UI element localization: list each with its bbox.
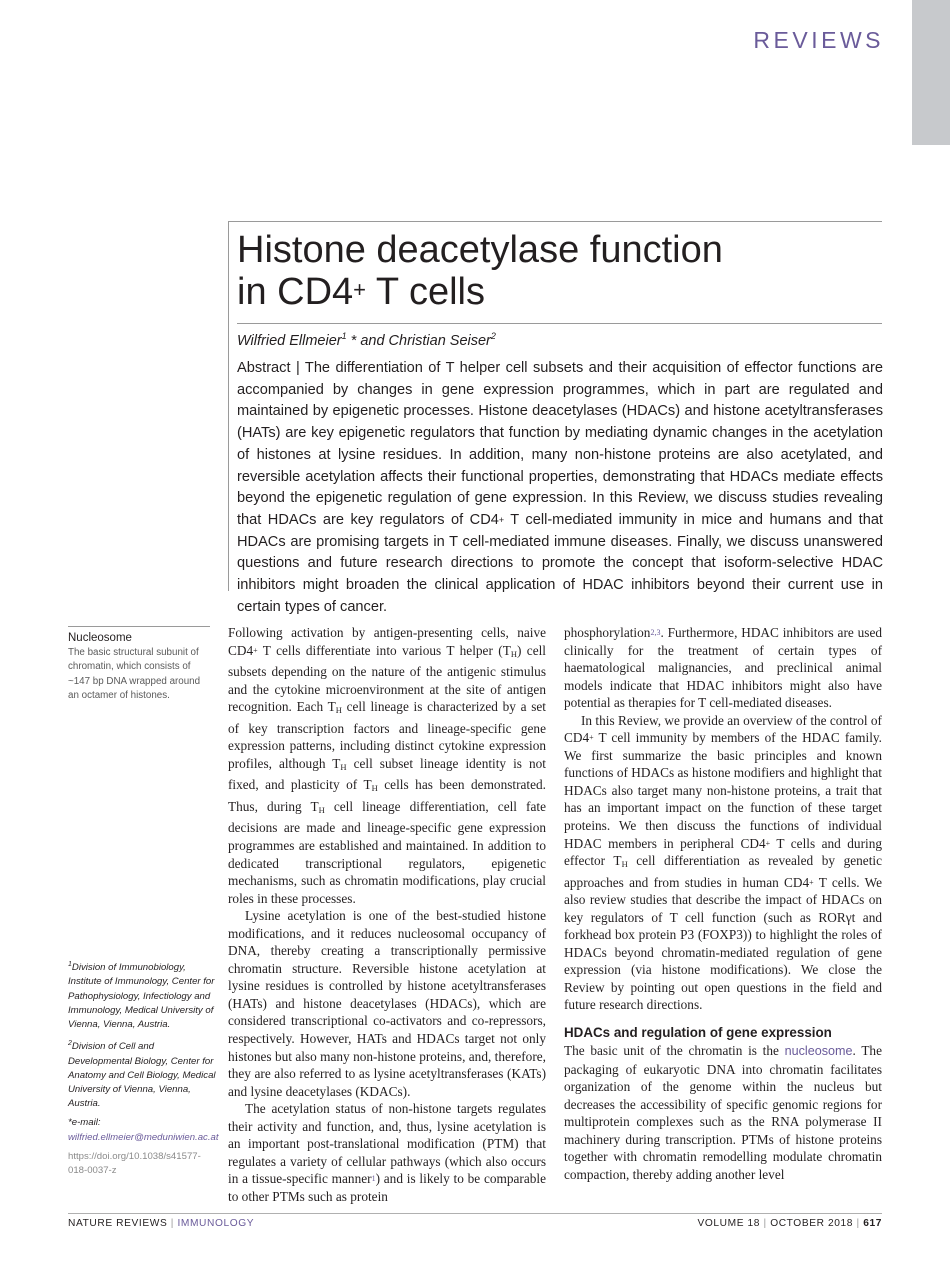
p1-text-f: cells has been demonstrated. Thus, during T <box>228 777 546 814</box>
p5-text-c: T cells and during effector T <box>564 835 882 869</box>
affiliation-2-text: Division of Cell and Developmental Biology, Center for Anatomy and Cell Biology, Medical University of Vienna, Vienna, Austria. <box>68 1041 216 1110</box>
section-heading: HDACs and regulation of gene expression <box>564 1025 832 1041</box>
footer-journal-name: IMMUNOLOGY <box>177 1218 255 1229</box>
title-line-1: Histone deacetylase function <box>237 229 723 271</box>
article-title <box>237 229 877 313</box>
affiliation-2-number: 2 <box>68 1040 72 1048</box>
title-top-rule <box>228 221 882 222</box>
citation-2-3[interactable]: 2,3 <box>650 628 661 637</box>
footer-separator-2: | <box>853 1218 864 1229</box>
title-line-2-post: T cells <box>366 271 485 313</box>
p4-text-b: . Furthermore, HDAC inhibitors are used clinically for the treatment of certain types of haematological malignancies, and preclinical animal models indicate that HDAC inhibitors might also have potential as therapies for T cell-mediated diseases. <box>564 625 882 711</box>
affiliation-2 <box>68 1037 216 1111</box>
p1-sub-4: H <box>371 783 378 794</box>
abstract-text-1: The differentiation of T helper cell subsets and their acquisition of effector functions are accompanied by changes in gene expression programmes, which in part are regulated and maintained by epigenetic processes. Histone deacetylases (HDACs) and histone acetyltransferases (HATs) are key epigenetic regulators that function by mediating dynamic changes in the acetylation of histones at lysine residues. In addition, many non-histone proteins are also acetylated, and reversible acetylation affects their functional properties, demonstrating that HDACs mediate effects beyond the epigenetic regulation of gene expression. In this Review, we discuss studies revealing that HDACs are key regulators of CD4 <box>237 360 883 528</box>
footer-separator: | <box>167 1218 178 1229</box>
paragraph-1 <box>228 624 546 907</box>
glossary-definition: The basic structural subunit of chromatin, which consists of ~147 bp DNA wrapped around an octamer of histones. <box>68 647 201 702</box>
title-superscript: + <box>353 277 367 302</box>
footer-rule <box>68 1213 882 1214</box>
p6-text-a: The basic unit of the chromatin is the <box>564 1043 785 1059</box>
footer-date: OCTOBER 2018 <box>770 1218 854 1229</box>
title-line-2-pre: in CD4 <box>237 271 354 313</box>
paragraph-6 <box>564 1042 882 1183</box>
p1-sup-1: + <box>253 645 258 655</box>
paragraph-4 <box>564 624 882 712</box>
email-line <box>68 1116 219 1144</box>
p6-text-b: . The packaging of eukaryotic DNA into chromatin facilitates organization of the genome within the nucleus but decreases the accessibility of specific genomic regions for multiprotein complexes such as the RNA polymerase II machinery during transcription. PTMs of histone proteins together with chromatin remodelling modulate chromatin compaction, thereby adding another level <box>564 1043 882 1182</box>
footer-separator-1: | <box>760 1218 771 1229</box>
footer-journal-prefix: NATURE REVIEWS <box>68 1218 168 1229</box>
section-tab-marker <box>912 0 950 145</box>
p1-sub-2: H <box>335 705 342 716</box>
body-column-1 <box>228 624 546 1206</box>
author-1-affil: 1 <box>341 331 347 341</box>
p4-text-a: phosphorylation <box>564 625 651 640</box>
p1-text-a: Following activation by antigen-presenting cells, naive CD4 <box>228 625 546 658</box>
p1-text-c: ) cell subsets depending on the nature of the antigenic stimulus and the cytokine microenvironment at the site of antigen recognition. Each T <box>228 642 546 715</box>
p5-sup-2: + <box>765 838 771 848</box>
abstract-sup: + <box>498 514 505 525</box>
glossary-link-nucleosome[interactable]: nucleosome <box>784 1044 853 1059</box>
p1-text-b: T cells differentiate into various T helper (T <box>257 642 511 658</box>
author-list <box>237 331 496 349</box>
p5-text-e: T cells. We also review studies that describe the impact of HDACs on key regulators of T cell function (such as RORγt and forkhead box protein P3 (FOXP3)) to highlight the roles of HDACs beyond chromatin-mediated regulation of gene expression (via histone modifications). We close the Review by pointing out open questions in the field and future research directions. <box>564 874 883 1013</box>
p5-sup-1: + <box>589 733 594 743</box>
footer-page-number: 617 <box>863 1218 882 1229</box>
glossary-box <box>68 626 210 704</box>
paragraph-5 <box>564 712 882 1014</box>
glossary-term: Nucleosome <box>68 632 132 644</box>
author-1[interactable]: Wilfried Ellmeier <box>237 332 342 349</box>
p5-sup-3: + <box>809 877 814 887</box>
doi-link[interactable]: https://doi.org/10.1038/s41577-018-0037-z <box>68 1150 201 1177</box>
affiliations <box>68 958 219 1183</box>
author-separator: * and <box>346 332 389 349</box>
p3-text-a: The acetylation status of non-histone targets regulates their activity and function, and, thus, lysine acetylation is an important post-translational modification (PTM) that regulates a variety of cellular pathways (which also occurs in a tissue-specific manner <box>228 1101 546 1187</box>
body-column-2 <box>564 624 882 1183</box>
abstract <box>237 358 883 618</box>
p1-sub-5: H <box>318 804 325 815</box>
affiliation-1-text: Division of Immunobiology, Institute of Immunology, Center for Pathophysiology, Infectiology and Immunology, Medical University of Vienna, Vienna, Austria. <box>68 962 215 1030</box>
paragraph-2: Lysine acetylation is one of the best-studied histone modifications, and it reduces nucleosomal occupancy of DNA, thereby creating a transcriptionally permissive chromatin structure. Reversible histone acetylation at lysine residues is controlled by histone acetyltransferases (HATs) and histone deacetylases (HDACs), which are considered transcriptional co-activators and co-repressors, respectively. However, HATs and HDACs target not only histones but also many non-histone proteins, and, therefore, they are also referred to as lysine acetyltransferases (KATs) and lysine deacetylases (KDACs). <box>228 908 546 1099</box>
email-label: *e-mail: <box>68 1117 101 1129</box>
p5-text-a: In this Review, we provide an overview of the control of CD4 <box>564 712 882 746</box>
p1-text-e: cell subset lineage identity is not fixed, and plasticity of T <box>228 755 546 793</box>
p5-text-d: cell differentiation as revealed by genetic approaches and from studies in human CD4 <box>564 853 882 890</box>
p1-text-g: cell lineage differentiation, cell fate decisions are made and lineage-specific gene expression programmes are established and maintained. In addition to dedicated transcriptional regulators, epigenetic mechanisms, such as chromatin modifications, play crucial roles in these processes. <box>228 798 546 906</box>
footer-journal <box>68 1218 254 1229</box>
section-label: REVIEWS <box>753 27 884 53</box>
p5-sub-1: H <box>621 859 628 870</box>
author-rule <box>237 323 882 324</box>
author-2[interactable]: Christian Seiser <box>388 332 491 349</box>
title-left-rule <box>228 221 229 591</box>
abstract-label: Abstract | <box>237 360 305 376</box>
affiliation-1-number: 1 <box>68 961 72 968</box>
affiliation-1 <box>68 958 216 1032</box>
author-2-affil: 2 <box>490 331 496 341</box>
p1-text-d: cell lineage is characterized by a set of key transcription factors and lineage-specific gene expression patterns, including distinct cytokine expression profiles, although T <box>228 699 546 771</box>
citation-1[interactable]: 1 <box>371 1174 376 1184</box>
paragraph-3 <box>228 1100 546 1205</box>
email-link[interactable]: wilfried.ellmeier@meduniwien.ac.at <box>68 1131 219 1143</box>
p5-text-b: T cell immunity by members of the HDAC family. We first summarize the basic principles and known functions of HDACs as histone modifiers and highlight that HDACs also target many non-histone proteins, a trait that has an important impact on the function of these target proteins. We then discuss the functions of individual HDAC members in peripheral CD4 <box>564 730 882 851</box>
p1-sub-3: H <box>340 761 347 772</box>
p3-text-b: ) and is likely to be comparable to other PTMs such as protein <box>228 1171 546 1204</box>
abstract-text-2: T cell-mediated immunity in mice and humans and that HDACs are promising targets in T cell-mediated immune diseases. Finally, we discuss unanswered questions and future research directions to promote the concept that isoform-selective HDAC inhibitors might broaden the clinical application of HDAC inhibitors beyond their current use in certain types of cancer. <box>237 511 883 615</box>
footer-volume: VOLUME 18 <box>697 1218 761 1229</box>
p1-sub-1: H <box>510 648 517 659</box>
footer-issue <box>697 1218 882 1229</box>
